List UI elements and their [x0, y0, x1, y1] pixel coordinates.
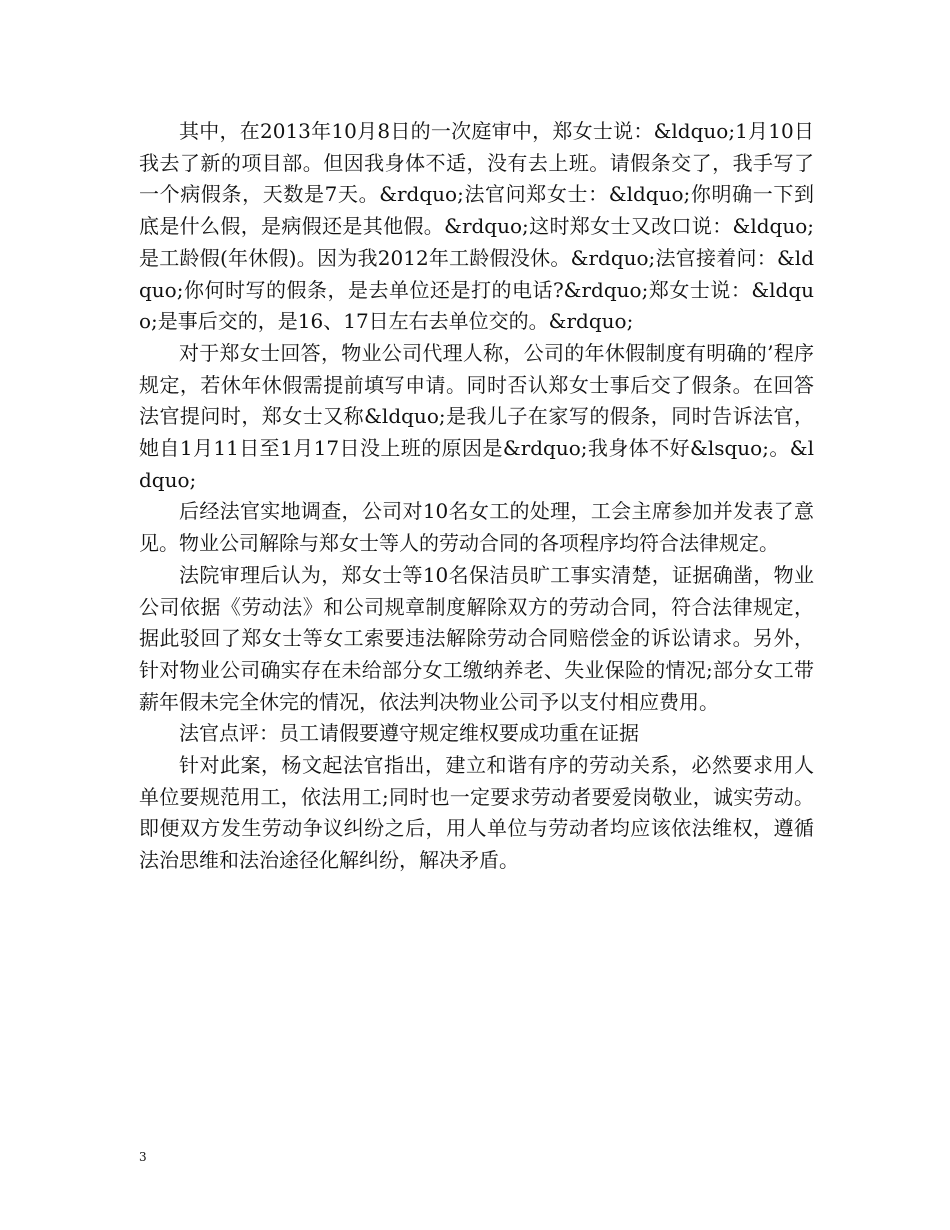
paragraph-judge-comment: 针对此案，杨文起法官指出，建立和谐有序的劳动关系，必然要求用人单位要规范用工，依法用工;同时也一定要求劳动者要爱岗敬业，诚实劳动。即便双方发生劳动争议纠纷之后，用人单位与劳动者均应该依法维权，遵循法治思维和法治途径化解纠纷，解决矛盾。 [139, 753, 814, 873]
document-body [139, 116, 814, 877]
paragraph-court-hearing: 其中，在2013年10月8日的一次庭审中，郑女士说：&ldquo;1月10日我去了新的项目部。但因我身体不适，没有去上班。请假条交了，我手写了一个病假条，天数是7天。&rdquo;法官问郑女士：&ldquo;你明确一下到底是什么假，是病假还是其他假。&rdquo;这时郑女士又改口说：&ldquo;是工龄假(年休假)。因为我2012年工龄假没休。&rdquo;法官接着问：&ldquo;你何时写的假条，是去单位还是打的电话?&rdquo;郑女士说：&ldquo;是事后交的，是16、17日左右去单位交的。&rdquo; [139, 119, 814, 334]
paragraph-investigation: 后经法官实地调查，公司对10名女工的处理，工会主席参加并发表了意见。物业公司解除与郑女士等人的劳动合同的各项程序均符合法律规定。 [139, 499, 814, 556]
page-number: 3 [139, 1150, 147, 1164]
paragraph-company-response: 对于郑女士回答，物业公司代理人称，公司的年休假制度有明确的’程序规定，若休年休假需提前填写申请。同时否认郑女士事后交了假条。在回答法官提问时，郑女士又称&ldquo;是我儿子在家写的假条，同时告诉法官，她自1月11日至1月17日没上班的原因是&rdquo;我身体不好&lsquo;。&ldquo; [139, 340, 814, 492]
paragraph-judge-comment-heading: 法官点评：员工请假要遵守规定维权要成功重在证据 [179, 721, 639, 746]
paragraph-court-ruling: 法院审理后认为，郑女士等10名保洁员旷工事实清楚，证据确凿，物业公司依据《劳动法》和公司规章制度解除双方的劳动合同，符合法律规定，据此驳回了郑女士等女工索要违法解除劳动合同赔偿金的诉讼请求。另外，针对物业公司确实存在未给部分女工缴纳养老、失业保险的情况;部分女工带薪年假未完全休完的情况，依法判决物业公司予以支付相应费用。 [139, 562, 814, 714]
